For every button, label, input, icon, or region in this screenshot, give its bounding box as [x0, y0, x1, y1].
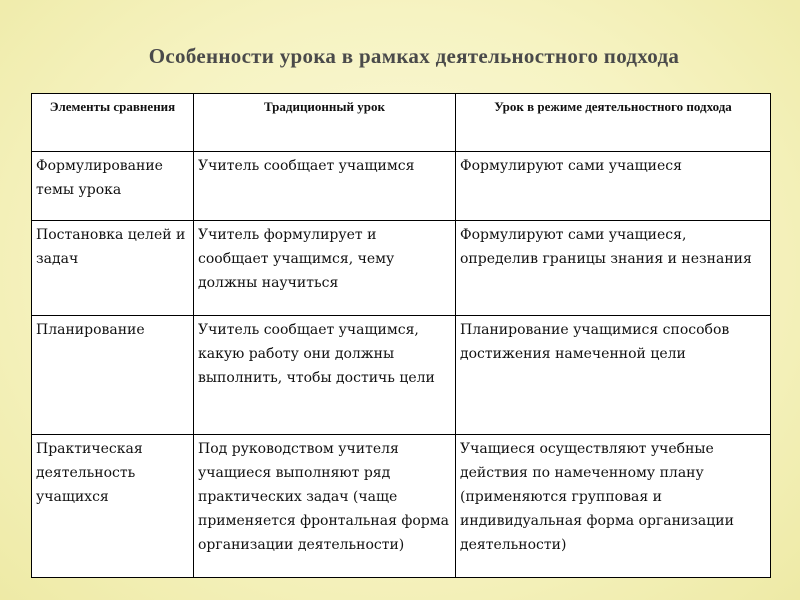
cell-traditional: Учитель сообщает учащимся: [194, 152, 456, 221]
cell-traditional: Учитель сообщает учащимся, какую работу они должны выполнить, чтобы достичь цели: [194, 316, 456, 435]
comparison-table: [31, 93, 771, 578]
cell-traditional: Под руководством учителя учащиеся выполняют ряд практических задач (чаще применяется фронтальная форма организации деятельности): [194, 435, 456, 578]
page-title: Особенности урока в рамках деятельностного подхода: [148, 44, 680, 68]
table-row: [32, 435, 771, 578]
cell-activity: Учащиеся осуществляют учебные действия по намеченному плану (применяются групповая и индивидуальная форма организации деятельности): [456, 435, 771, 578]
cell-activity: Формулируют сами учащиеся: [456, 152, 771, 221]
table-header-row: [32, 94, 771, 152]
cell-element: Формулирование темы урока: [32, 152, 194, 221]
cell-traditional: Учитель формулирует и сообщает учащимся, чему должны научиться: [194, 221, 456, 316]
table-row: [32, 316, 771, 435]
cell-element: Постановка целей и задач: [32, 221, 194, 316]
table-row: [32, 152, 771, 221]
table-row: [32, 221, 771, 316]
cell-activity: Планирование учащимися способов достижения намеченной цели: [456, 316, 771, 435]
header-activity: Урок в режиме деятельностного подхода: [456, 94, 771, 152]
cell-element: Планирование: [32, 316, 194, 435]
cell-element: Практическая деятельность учащихся: [32, 435, 194, 578]
cell-activity: Формулируют сами учащиеся, определив границы знания и незнания: [456, 221, 771, 316]
header-elements: Элементы сравнения: [32, 94, 194, 152]
header-traditional: Традиционный урок: [194, 94, 456, 152]
